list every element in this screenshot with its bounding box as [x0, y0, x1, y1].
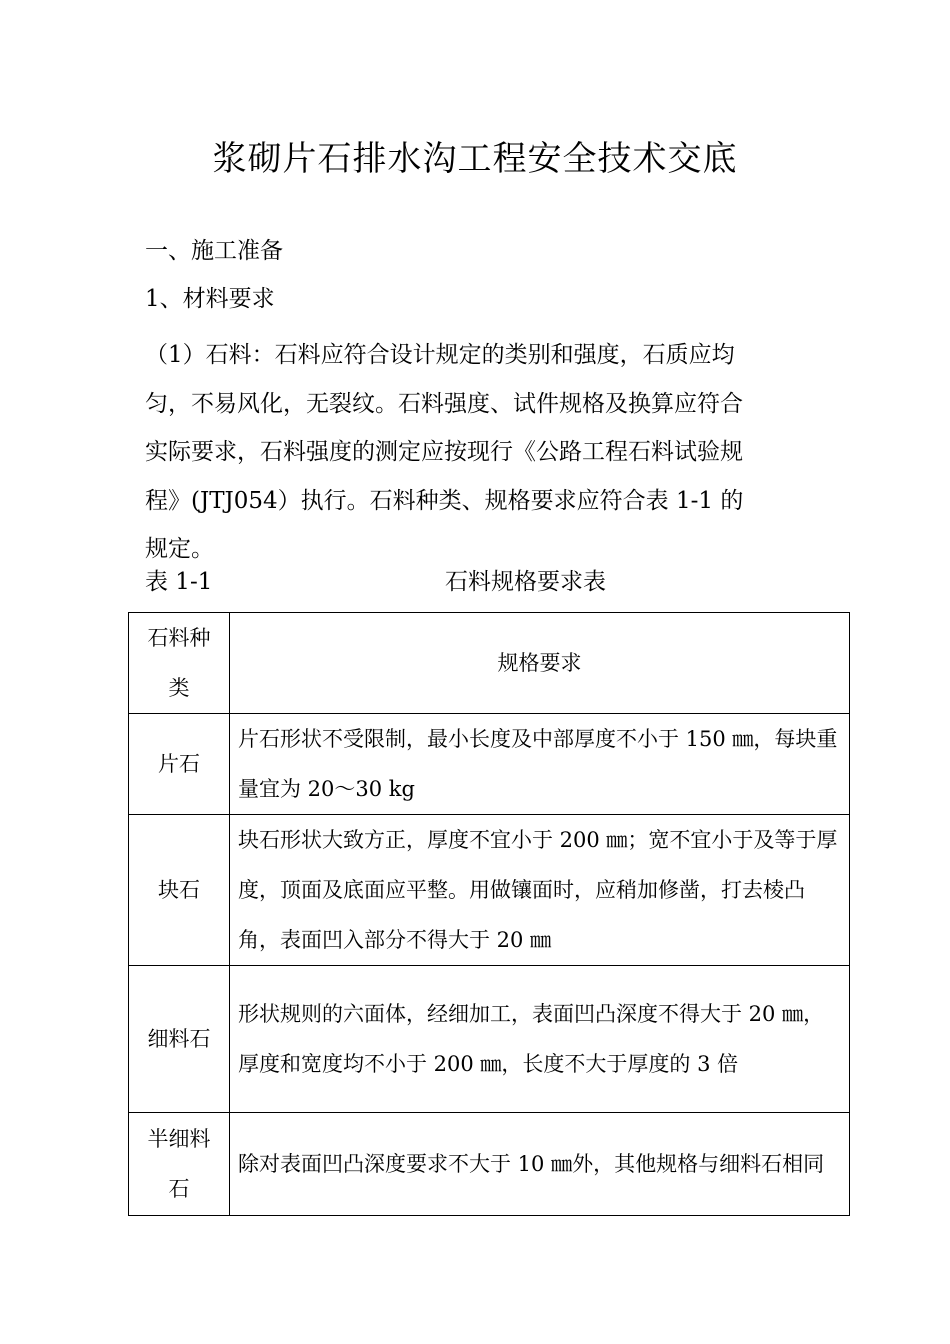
stone-spec-table	[128, 612, 850, 1216]
paragraph-line: 实际要求，石料强度的测定应按现行《公路工程石料试验规	[145, 439, 743, 465]
paragraph-line: （1）石料：石料应符合设计规定的类别和强度，石质应均	[145, 342, 735, 368]
cell-requirement: 除对表面凹凸深度要求不大于 10 ㎜外，其他规格与细料石相同	[230, 1113, 850, 1216]
header-requirement: 规格要求	[230, 613, 850, 714]
cell-requirement: 块石形状大致方正，厚度不宜小于 200 ㎜；宽不宜小于及等于厚度，顶面及底面应平整。用做镶面时，应稍加修凿，打去棱凸角，表面凹入部分不得大于 20 ㎜	[230, 815, 850, 966]
table-row	[129, 1113, 850, 1216]
cell-requirement: 形状规则的六面体，经细加工，表面凹凸深度不得大于 20 ㎜，厚度和宽度均不小于 200 ㎜，长度不大于厚度的 3 倍	[230, 966, 850, 1113]
table-caption-title: 石料规格要求表	[445, 569, 606, 595]
subsection-heading: 1、材料要求	[145, 286, 275, 312]
table-caption-number: 表 1-1	[145, 569, 213, 595]
header-stone-type: 石料种类	[129, 613, 230, 714]
cell-stone-type: 细料石	[129, 966, 230, 1113]
paragraph-line: 程》(JTJ054）执行。石料种类、规格要求应符合表 1-1 的	[145, 487, 744, 514]
cell-stone-type: 半细料石	[129, 1113, 230, 1216]
cell-stone-type: 块石	[129, 815, 230, 966]
table-row	[129, 815, 850, 966]
table-row	[129, 714, 850, 815]
cell-stone-type: 片石	[129, 714, 230, 815]
document-title: 浆砌片石排水沟工程安全技术交底	[212, 139, 738, 179]
paragraph-line: 匀，不易风化，无裂纹。石料强度、试件规格及换算应符合	[145, 390, 743, 417]
paragraph-line: 规定。	[145, 536, 214, 562]
table-row	[129, 966, 850, 1113]
materials-paragraph	[145, 331, 825, 574]
cell-requirement: 片石形状不受限制，最小长度及中部厚度不小于 150 ㎜，每块重量宜为 20～30 kg	[230, 714, 850, 815]
table-header-row	[129, 613, 850, 714]
section-heading: 一、施工准备	[145, 238, 283, 264]
